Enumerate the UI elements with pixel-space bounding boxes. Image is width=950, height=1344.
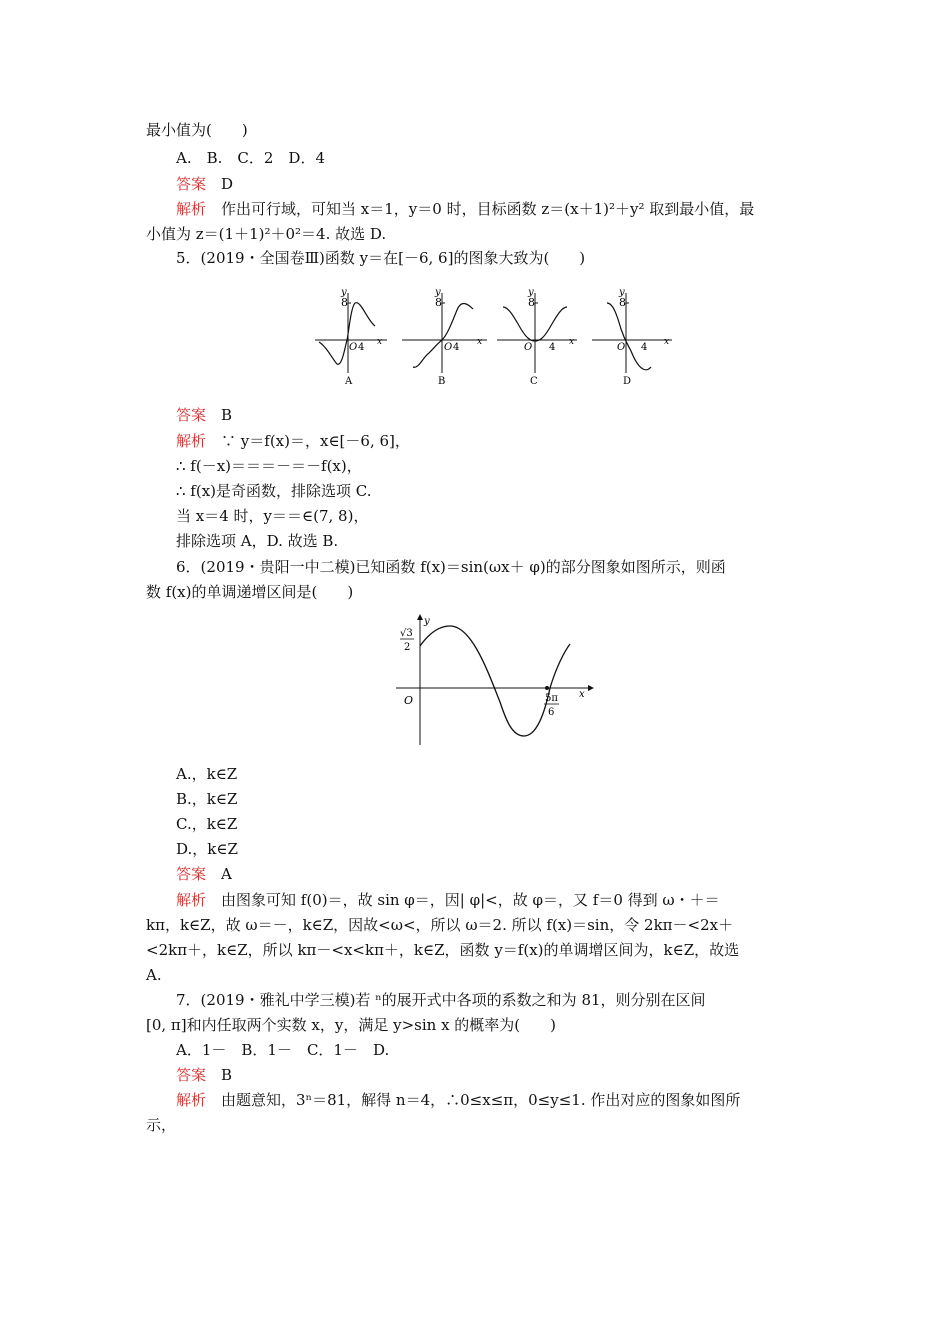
x-tick-label: 4	[358, 342, 365, 353]
answer-label: 答案	[176, 1066, 207, 1084]
q5-analysis-line5: 排除选项 A，D. 故选 B.	[176, 532, 339, 550]
analysis-text: 由图象可知 f(0)＝，故 sin φ＝，因| φ|<，故 φ＝，又 f＝0 得到 ω・＋＝	[221, 891, 720, 909]
y-value-denominator: 2	[404, 642, 411, 653]
q5-analysis-line1	[176, 430, 410, 452]
x-value-numerator: 5π	[545, 693, 558, 704]
graph-label: A	[345, 376, 353, 387]
analysis-label: 解析	[176, 891, 207, 909]
graph-a	[315, 287, 387, 387]
answer-label: 答案	[176, 406, 207, 424]
q6-option-c: C.，k∈Z	[176, 815, 238, 833]
answer-value: A	[221, 865, 232, 883]
q4-analysis-line1	[176, 198, 754, 220]
answer-label: 答案	[176, 865, 207, 883]
graph-label: D	[623, 376, 632, 387]
graph-c	[497, 287, 577, 387]
q6-answer	[176, 863, 232, 885]
q5-analysis-line3: ∴ f(x)是奇函数，排除选项 C.	[176, 482, 372, 500]
y-axis-label: y	[341, 287, 347, 298]
answer-label: 答案	[176, 175, 207, 193]
q5-stem: 5．(2019・全国卷Ⅲ)函数 y＝在[－6, 6]的图象大致为( )	[176, 249, 586, 267]
q7-analysis-line2: 示，	[146, 1116, 177, 1134]
analysis-label: 解析	[176, 432, 207, 450]
origin-label: O	[617, 342, 626, 353]
q4-analysis-line2: 小值为 z＝(1＋1)²＋0²＝4. 故选 D.	[146, 225, 387, 243]
x-tick-label: 4	[549, 342, 556, 353]
q5-analysis-line4: 当 x＝4 时，y＝＝∈(7, 8)，	[176, 507, 369, 525]
origin-label: O	[524, 342, 533, 353]
y-axis-label: y	[619, 287, 625, 298]
x-tick-label: 4	[641, 342, 648, 353]
x-axis-label: x	[579, 689, 585, 700]
q4-answer	[176, 173, 233, 195]
origin-label: O	[444, 342, 453, 353]
analysis-text: ∵ y＝f(x)＝，x∈[－6, 6]，	[221, 432, 410, 450]
q7-options: A．1－ B．1－ C．1－ D.	[176, 1041, 390, 1059]
curve	[607, 303, 651, 370]
q5-answer	[176, 404, 232, 426]
sine-curve	[420, 626, 570, 736]
x-value-denominator: 6	[548, 707, 555, 718]
origin-label: O	[349, 342, 358, 353]
x-axis-label: x	[569, 337, 575, 347]
q7-stem-line1: 7．(2019・雅礼中学三模)若 ⁿ的展开式中各项的系数之和为 81，则分别在区间	[176, 991, 706, 1009]
y-tick-label: 8	[619, 296, 626, 309]
graph-d	[592, 287, 672, 387]
zero-point	[545, 686, 549, 690]
y-axis-label: y	[528, 287, 534, 298]
q6-option-d: D.，k∈Z	[176, 840, 238, 858]
x-axis-arrow	[588, 685, 594, 691]
x-axis-label: x	[664, 337, 670, 347]
y-tick-label: 8	[528, 296, 535, 309]
curve	[319, 303, 375, 365]
q6-stem-line2: 数 f(x)的单调递增区间是( )	[146, 583, 354, 601]
y-tick-label: 8	[435, 296, 442, 309]
q6-option-a: A.，k∈Z	[176, 765, 238, 783]
x-tick-label: 4	[453, 342, 460, 353]
graph-b	[402, 287, 487, 387]
origin-label: O	[404, 694, 414, 707]
q4-options: A. B. C．2 D．4	[176, 149, 325, 167]
q6-stem-line1: 6．(2019・贵阳一中二模)已知函数 f(x)＝sin(ωx＋ φ)的部分图象如图所示，则函	[176, 558, 726, 576]
graph-label: C	[530, 376, 538, 387]
y-value-numerator: √3	[400, 628, 413, 639]
q7-analysis-line1	[176, 1089, 740, 1111]
q4-stem-tail: 最小值为( )	[146, 121, 248, 139]
analysis-label: 解析	[176, 1091, 207, 1109]
q6-analysis-line2: kπ，k∈Z，故 ω＝－，k∈Z，因故<ω<，所以 ω＝2. 所以 f(x)＝sin，令 2kπ－<2x＋	[146, 916, 734, 934]
q6-analysis-line3: <2kπ＋，k∈Z，所以 kπ－<x<kπ＋，k∈Z，函数 y＝f(x)的单调增区间为，k∈Z，故选	[146, 941, 740, 959]
q5-analysis-line2: ∴ f(－x)＝＝＝－＝－f(x)，	[176, 457, 362, 475]
q6-analysis-line4: A.	[146, 966, 162, 984]
analysis-text: 作出可行域，可知当 x＝1，y＝0 时，目标函数 z＝(x＋1)²＋y² 取到最小值，最	[221, 200, 755, 218]
y-axis-label: y	[424, 616, 430, 627]
q7-answer	[176, 1064, 232, 1086]
answer-value: D	[221, 175, 234, 193]
q6-option-b: B.，k∈Z	[176, 790, 238, 808]
graph-label: B	[438, 376, 446, 387]
analysis-text: 由题意知，3ⁿ＝81，解得 n＝4，∴0≤x≤π，0≤y≤1. 作出对应的图象如图所	[221, 1091, 741, 1109]
answer-value: B	[221, 1066, 233, 1084]
q7-stem-line2: [0, π]和内任取两个实数 x，y，满足 y>sin x 的概率为( )	[146, 1016, 557, 1034]
q6-analysis-line1	[176, 889, 720, 911]
y-axis-label: y	[435, 287, 441, 298]
q5-graph-options	[305, 285, 685, 390]
x-axis-label: x	[377, 337, 383, 347]
analysis-label: 解析	[176, 200, 207, 218]
curve	[413, 303, 473, 367]
y-tick-label: 8	[341, 296, 348, 309]
answer-value: B	[221, 406, 233, 424]
x-axis-label: x	[477, 337, 483, 347]
q6-graph	[360, 612, 595, 747]
y-axis-arrow	[417, 614, 423, 620]
